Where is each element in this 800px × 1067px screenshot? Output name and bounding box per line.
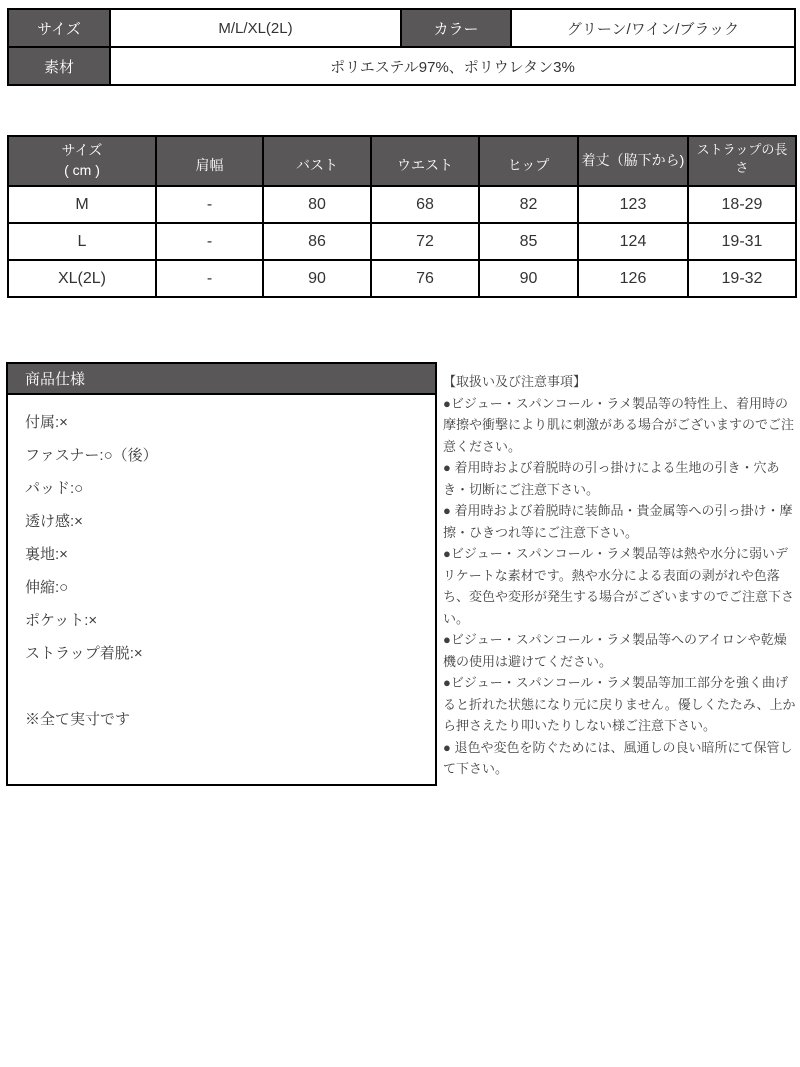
- col-header-shoulder: 肩幅: [156, 136, 263, 186]
- handling-note-item: ●ビジュー・スパンコール・ラメ製品等の特性上、着用時の摩擦や衝撃により肌に刺激がある場合がございますのでご注意ください。: [443, 395, 795, 454]
- cell-waist: 76: [371, 260, 479, 297]
- col-header-size-cm: [8, 136, 156, 186]
- table-row-xl: [8, 260, 796, 297]
- overview-row-material: [8, 47, 795, 85]
- size-chart-header-row: [8, 136, 796, 186]
- col-header-strap: ストラップの長さ: [688, 136, 796, 186]
- cell-hip: 82: [479, 186, 578, 223]
- cell-hip: 85: [479, 223, 578, 260]
- cell-bust: 80: [263, 186, 371, 223]
- spec-item-stretch: 伸縮:○: [25, 579, 69, 596]
- product-spec-box: [6, 362, 437, 786]
- spec-item-pad: パッド:○: [25, 480, 84, 497]
- cell-shoulder: -: [156, 260, 263, 297]
- spec-item-sheerness: 透け感:×: [25, 513, 83, 530]
- cell-size: L: [8, 223, 156, 260]
- handling-note-item: ● 着用時および着脱時の引っ掛けによる生地の引き・穴あき・切断にご注意下さい。: [443, 460, 780, 497]
- cell-strap: 18-29: [688, 186, 796, 223]
- size-header-line1: サイズ: [61, 142, 103, 159]
- spec-box-title: 商品仕様: [8, 364, 435, 395]
- col-header-hip: ヒップ: [479, 136, 578, 186]
- size-header-line2: ( cm ): [64, 162, 100, 178]
- handling-note-item: ● 着用時および着脱時に装飾品・貴金属等への引っ掛け・摩擦・ひきつれ等にご注意下さい。: [443, 503, 793, 540]
- color-label-cell: カラー: [401, 9, 511, 47]
- size-value-cell: M/L/XL(2L): [110, 9, 401, 47]
- handling-note-item: ●ビジュー・スパンコール・ラメ製品等へのアイロンや乾燥機の使用は避けてください。: [443, 632, 787, 669]
- material-value-cell: ポリエステル97%、ポリウレタン3%: [110, 47, 795, 85]
- spec-item-accessory: 付属:×: [25, 414, 68, 431]
- cell-bust: 86: [263, 223, 371, 260]
- cell-length: 124: [578, 223, 688, 260]
- spec-item-pocket: ポケット:×: [25, 612, 98, 629]
- size-chart-table: [7, 135, 797, 298]
- col-header-length: 着丈（脇下から): [578, 136, 688, 186]
- cell-waist: 72: [371, 223, 479, 260]
- cell-size: M: [8, 186, 156, 223]
- table-row-m: [8, 186, 796, 223]
- spec-measurement-note: ※全て実寸です: [25, 711, 131, 728]
- spec-item-strap-detach: ストラップ着脱:×: [25, 645, 143, 662]
- size-label-cell: サイズ: [8, 9, 110, 47]
- color-value-cell: グリーン/ワイン/ブラック: [511, 9, 795, 47]
- overview-table: [7, 8, 796, 86]
- handling-notes: [443, 371, 798, 780]
- cell-length: 123: [578, 186, 688, 223]
- table-row-l: [8, 223, 796, 260]
- cell-shoulder: -: [156, 223, 263, 260]
- spec-item-lining: 裏地:×: [25, 546, 68, 563]
- overview-row-size-color: [8, 9, 795, 47]
- cell-strap: 19-32: [688, 260, 796, 297]
- handling-note-item: ●ビジュー・スパンコール・ラメ製品等は熱や水分に弱いデリケートな素材です。熱や水分による表面の剥がれや色落ち、変色や変形が発生する場合がございますのでご注意下さい。: [443, 546, 795, 626]
- cell-shoulder: -: [156, 186, 263, 223]
- cell-strap: 19-31: [688, 223, 796, 260]
- spec-box-body: [8, 395, 435, 736]
- cell-size: XL(2L): [8, 260, 156, 297]
- handling-note-item: ● 退色や変色を防ぐためには、風通しの良い暗所にて保管して下さい。: [443, 739, 793, 776]
- cell-hip: 90: [479, 260, 578, 297]
- cell-bust: 90: [263, 260, 371, 297]
- col-header-waist: ウエスト: [371, 136, 479, 186]
- material-label-cell: 素材: [8, 47, 110, 85]
- cell-waist: 68: [371, 186, 479, 223]
- handling-notes-title: 【取扱い及び注意事項】: [443, 374, 587, 389]
- col-header-bust: バスト: [263, 136, 371, 186]
- cell-length: 126: [578, 260, 688, 297]
- handling-note-item: ●ビジュー・スパンコール・ラメ製品等加工部分を強く曲げると折れた状態になり元に戻りません。優しくたたみ、上から押さえたり叩いたりしない様ご注意下さい。: [443, 675, 796, 733]
- spec-item-fastener: ファスナー:○（後）: [25, 447, 158, 464]
